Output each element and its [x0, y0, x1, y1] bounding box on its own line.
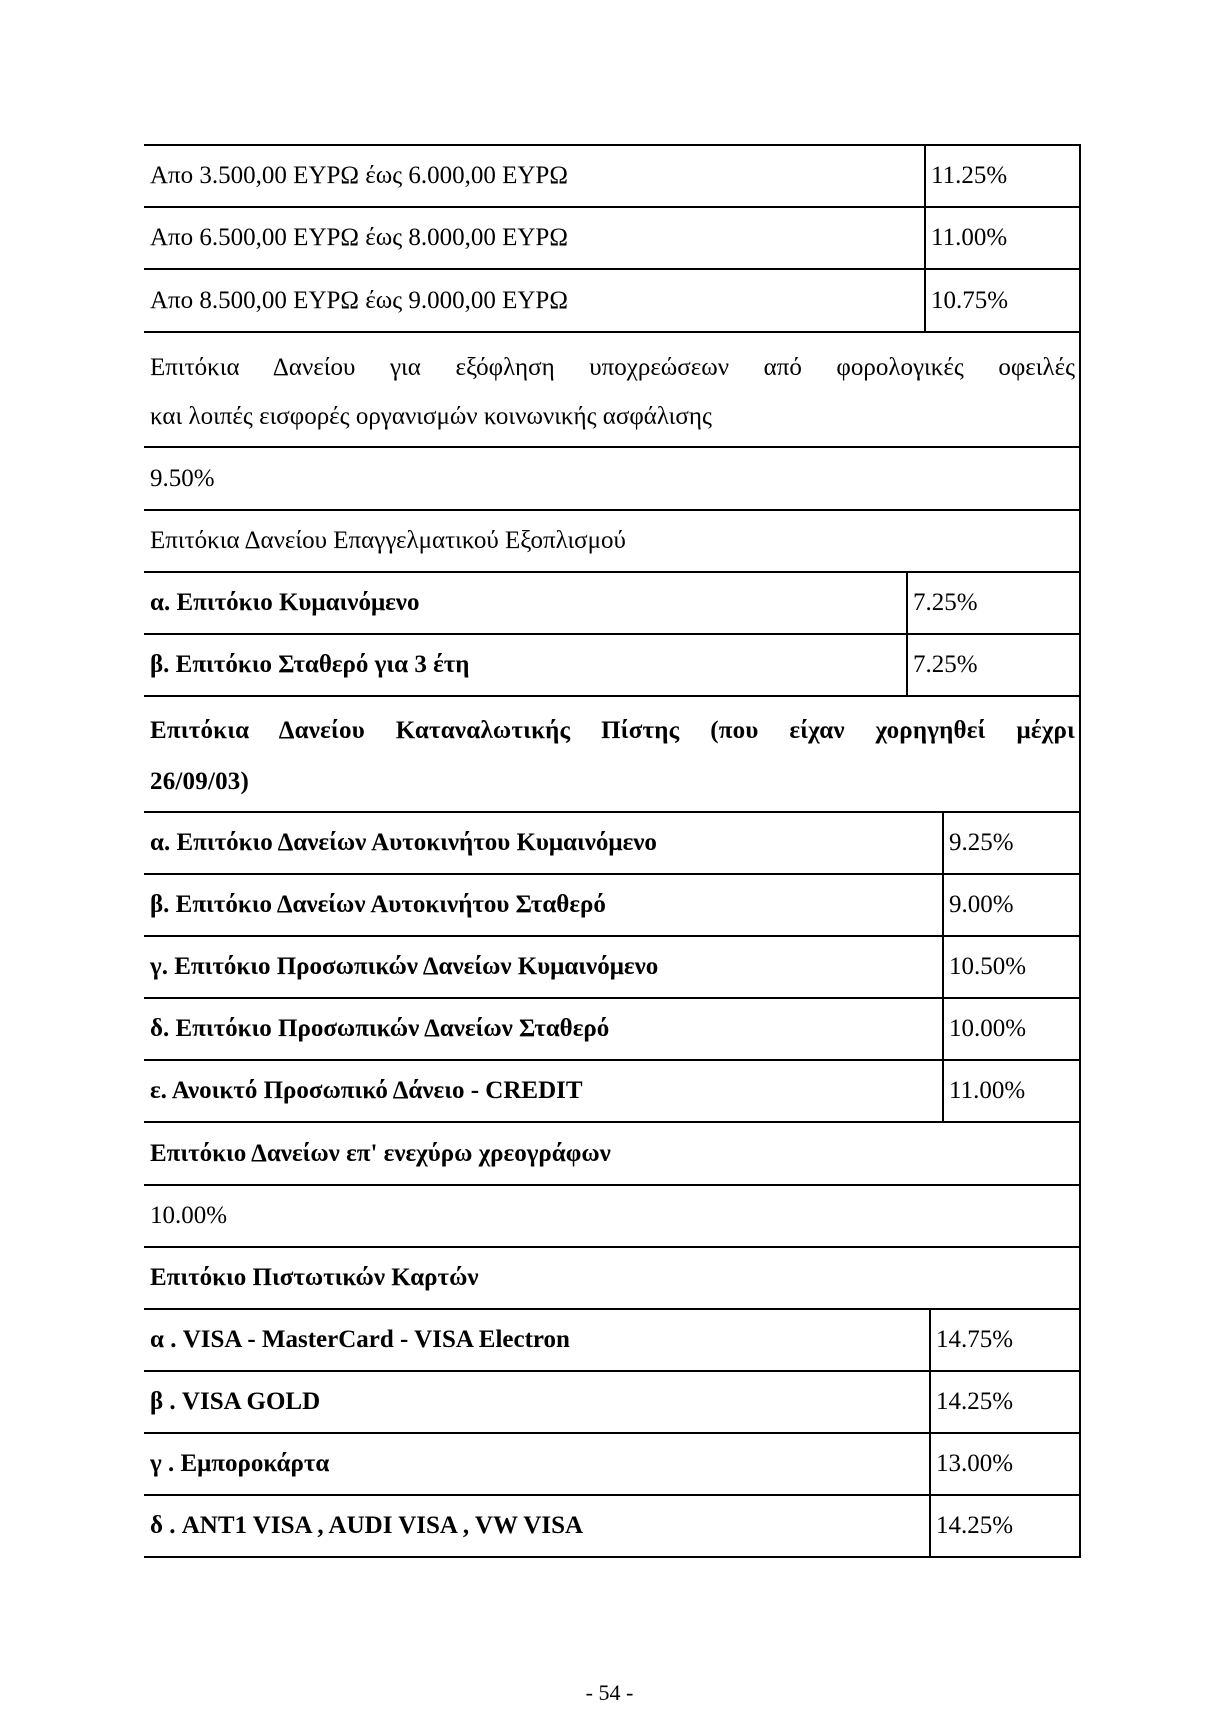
table-row — [144, 937, 1079, 999]
consumer-rate-label: γ. Επιτόκιο Προσωπικών Δανείων Κυμαινόμενο — [150, 953, 659, 980]
section-heading-row — [144, 697, 1079, 813]
range-rate: 11.25% — [924, 146, 1079, 206]
range-rate: 11.00% — [924, 208, 1079, 268]
table-row — [144, 1310, 1079, 1372]
table-row — [144, 448, 1079, 511]
card-label: α . VISA - MasterCard - VISA Electron — [150, 1326, 570, 1353]
table-row — [144, 1186, 1079, 1248]
card-rate: 13.00% — [929, 1434, 1079, 1494]
consumer-rate-value: 9.00% — [942, 875, 1079, 935]
securities-loans-heading: Επιτόκιο Δανείων επ' ενεχύρω χρεογράφων — [150, 1139, 611, 1167]
table-row — [144, 270, 1079, 333]
heading-line: και λοιπές εισφορές οργανισμών κοινωνικής ασφάλισης — [150, 403, 712, 430]
range-rate: 10.75% — [924, 270, 1079, 331]
table-row — [144, 635, 1079, 697]
consumer-credit-heading — [144, 697, 1079, 811]
heading-line: Επιτόκια Δανείου Καταναλωτικής Πίστης (που είχαν χορηγηθεί μέχρι — [150, 717, 1075, 744]
card-rate: 14.75% — [929, 1310, 1079, 1370]
page-number: - 54 - — [585, 1680, 634, 1705]
section-heading-row — [144, 1248, 1079, 1310]
table-row — [144, 1496, 1079, 1558]
equipment-loans-heading: Επιτόκια Δανείου Επαγγελματικού Εξοπλισμού — [150, 527, 626, 554]
card-label: δ . ANT1 VISA , AUDI VISA , VW VISA — [150, 1512, 584, 1539]
credit-cards-heading: Επιτόκιο Πιστωτικών Καρτών — [150, 1264, 479, 1291]
equipment-rate-label: β. Επιτόκιο Σταθερό για 3 έτη — [150, 651, 470, 678]
rates-table — [144, 144, 1081, 1558]
table-row — [144, 573, 1079, 635]
tax-loans-heading — [144, 333, 1079, 446]
consumer-rate-value: 9.25% — [942, 813, 1079, 873]
table-row — [144, 208, 1079, 270]
heading-line: Επιτόκια Δανείου για εξόφληση υποχρεώσεων από φορολογικές οφειλές — [150, 354, 1075, 381]
consumer-rate-value: 10.50% — [942, 937, 1079, 997]
table-row — [144, 875, 1079, 937]
consumer-rate-label: δ. Επιτόκιο Προσωπικών Δανείων Σταθερό — [150, 1015, 610, 1042]
card-rate: 14.25% — [929, 1496, 1079, 1556]
section-heading-row — [144, 1123, 1079, 1186]
table-row — [144, 1434, 1079, 1496]
table-row — [144, 1061, 1079, 1123]
table-row — [144, 146, 1079, 208]
range-label: Απο 6.500,00 ΕΥΡΩ έως 8.000,00 ΕΥΡΩ — [150, 224, 568, 251]
securities-loans-rate: 10.00% — [150, 1202, 228, 1229]
table-row — [144, 1372, 1079, 1434]
equipment-rate-value: 7.25% — [906, 573, 1079, 633]
section-heading-row — [144, 333, 1079, 448]
consumer-rate-value: 10.00% — [942, 999, 1079, 1059]
consumer-rate-label: α. Επιτόκιο Δανείων Αυτοκινήτου Κυμαινόμενο — [150, 829, 657, 856]
section-heading-row — [144, 511, 1079, 573]
card-rate: 14.25% — [929, 1372, 1079, 1432]
card-label: β . VISA GOLD — [150, 1388, 321, 1415]
range-label: Απο 3.500,00 ΕΥΡΩ έως 6.000,00 ΕΥΡΩ — [150, 162, 568, 189]
consumer-rate-value: 11.00% — [942, 1061, 1079, 1121]
heading-line: 26/09/03) — [150, 768, 250, 795]
consumer-rate-label: ε. Ανοικτό Προσωπικό Δάνειο - CREDIT — [150, 1077, 583, 1104]
consumer-rate-label: β. Επιτόκιο Δανείων Αυτοκινήτου Σταθερό — [150, 891, 606, 918]
range-label: Απο 8.500,00 ΕΥΡΩ έως 9.000,00 ΕΥΡΩ — [150, 286, 568, 314]
equipment-rate-value: 7.25% — [906, 635, 1079, 695]
tax-loans-rate: 9.50% — [150, 464, 215, 492]
card-label: γ . Εμπορoκάρτα — [150, 1450, 330, 1477]
equipment-rate-label: α. Επιτόκιο Κυμαινόμενο — [150, 589, 420, 616]
table-row — [144, 999, 1079, 1061]
table-row — [144, 813, 1079, 875]
